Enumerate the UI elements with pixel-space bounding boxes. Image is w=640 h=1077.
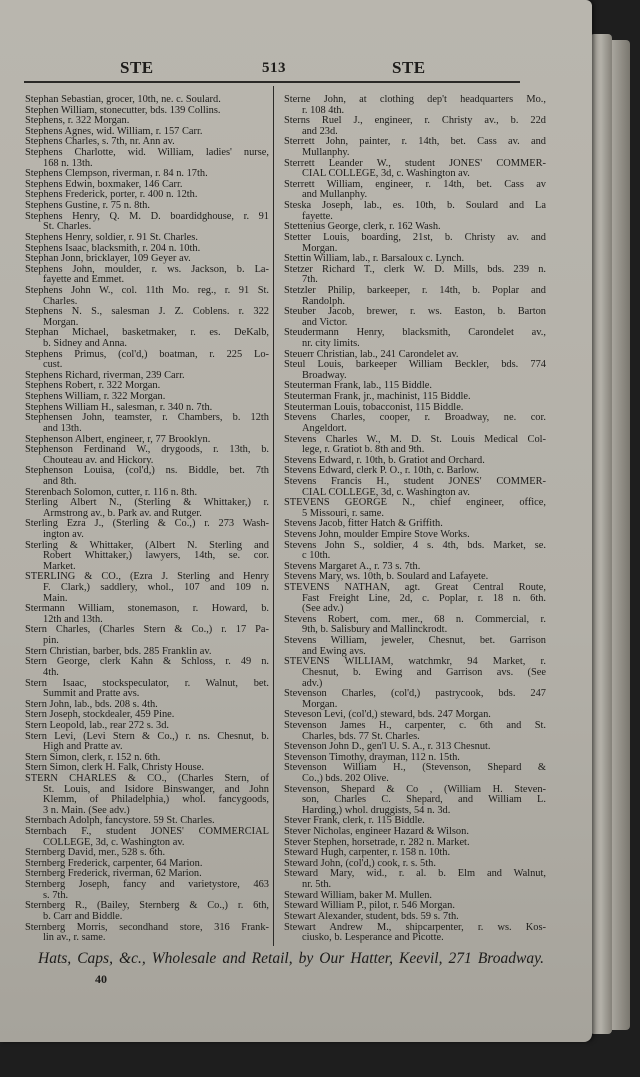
entry-continuation-line: nr. 5th.: [302, 879, 332, 891]
entry-line: Stevenson Timothy, drayman, 112 n. 15th.: [284, 751, 460, 763]
entry-line: Sterenbach Solomon, cutter, r. 116 n. 8th.: [25, 486, 198, 498]
entry-line: Sternbach Adolph, fancystore. 59 St. Charles.: [25, 815, 215, 827]
entry-continuation-line: CIAL COLLEGE, 3d, c. Washington av.: [302, 168, 470, 180]
entry-continuation-line: COLLEGE, 3d, c. Washington av.: [43, 836, 185, 848]
entry-continuation-line: b. Sidney and Anna.: [43, 338, 127, 350]
directory-entry: [284, 360, 546, 381]
entry-continuation-line: and Victor.: [302, 316, 348, 328]
entry-line: Sternberg Joseph, fancy and varietystore, 463: [25, 879, 269, 891]
entry-continuation-line: son, Charles C. Shepard, and William L.: [302, 794, 546, 806]
entry-line: Stephens Frederick, porter, r. 400 n. 12th.: [25, 189, 198, 201]
entry-continuation-line: Broadway.: [302, 369, 347, 381]
entry-line: Stephensen John, teamster, r. Chambers, b. 12th: [25, 412, 269, 424]
directory-entry: [284, 923, 546, 944]
directory-entry: [25, 413, 269, 434]
entry-line: Stephens Richard, riverman, 239 Carr.: [25, 369, 185, 381]
entry-line: Stern Isaac, stockspeculator, r. Walnut, bet.: [25, 677, 269, 689]
entry-line: Stephens Henry, soldier, r. 91 St. Charles.: [25, 231, 198, 243]
directory-entry: [25, 657, 269, 678]
entry-line: Stevens Charles, cooper, r. Broadway, ne. cor.: [284, 412, 546, 424]
entry-line: Steward Hugh, carpenter, r. 158 n. 10th.: [284, 847, 451, 859]
entry-line: Stern Simon, clerk, r. 152 n. 6th.: [25, 751, 161, 763]
entry-line: Steward William, baker M. Mullen.: [284, 889, 433, 901]
directory-entry: [284, 869, 546, 890]
entry-line: Stephan Sebastian, grocer, 10th, ne. c. Soulard.: [25, 94, 221, 105]
entry-continuation-line: ington av.: [43, 528, 84, 540]
entry-continuation-line: nr. city limits.: [302, 338, 360, 350]
entry-line: Sternbach F., student JONES' COMMERCIAL: [25, 826, 269, 838]
directory-entry: [25, 541, 269, 573]
entry-continuation-line: Armstrong av., b. Park av. and Rutger.: [43, 507, 202, 519]
directory-entry: [25, 625, 269, 646]
directory-entry: [25, 445, 269, 466]
directory-entry: [25, 572, 269, 604]
entry-line: Stephens Gustine, r. 75 n. 8th.: [25, 200, 150, 212]
directory-entry: [284, 583, 546, 615]
entry-line: Sterrett John, painter, r. 14th, bet. Cass av. and: [284, 136, 546, 148]
entry-line: Stephens Primus, (col'd,) boatman, r. 225 Lo-: [25, 348, 269, 360]
entry-line: Stevens Jacob, fitter Hatch & Griffith.: [284, 518, 443, 530]
entry-line: Stephens, r. 322 Morgan.: [25, 115, 130, 127]
entry-line: Stephens Agnes, wid. William, r. 157 Carr.: [25, 125, 203, 137]
directory-entry: [25, 923, 269, 944]
entry-continuation-line: s. 7th.: [43, 889, 69, 901]
directory-entry: [25, 328, 269, 349]
entry-continuation-line: cust.: [43, 359, 63, 371]
entry-line: Stever Stephen, horsetrade, r. 282 n. Market.: [284, 836, 470, 848]
entry-line: Steveson Levi, (col'd,) steward, bds. 247 Morgan.: [284, 709, 491, 721]
entry-continuation-line: c 10th.: [302, 550, 331, 562]
entry-continuation-line: Market.: [43, 560, 76, 572]
entry-continuation-line: and Ewing avs.: [302, 645, 366, 657]
entry-line: Sternberg Morris, secondhand store, 316 Frank-: [25, 921, 269, 933]
entry-continuation-line: 9th, b. Salisbury and Mallinckrodt.: [302, 624, 448, 636]
entry-line: Stephens Charlotte, wid. William, ladies' nurse,: [25, 147, 269, 159]
directory-entry: [25, 148, 269, 169]
entry-continuation-line: and Mullanphy.: [302, 189, 368, 201]
entry-line: Stephens John W., col. 11th Mo. reg., r. 91 St.: [25, 284, 269, 296]
entry-continuation-line: Klemm, of Philadelphia,) whol. fancygoods,: [43, 794, 269, 806]
directory-entry: [284, 137, 546, 158]
directory-entry: [25, 498, 269, 519]
entry-line: Stephens Robert, r. 322 Morgan.: [25, 380, 161, 392]
entry-line: Stephenson Albert, engineer, r, 77 Brooklyn.: [25, 433, 211, 445]
entry-line: STERN CHARLES & CO., (Charles Stern, of: [25, 773, 269, 784]
entry-continuation-line: fayette and Emmet.: [43, 274, 125, 286]
entry-continuation-line: Chouteau av. and Hickory.: [43, 454, 154, 466]
entry-line: Stever Nicholas, engineer Hazard & Wilson.: [284, 826, 469, 838]
entry-line: Stephens John, moulder, r. ws. Jackson, b. La-: [25, 263, 269, 275]
header-rule: [24, 81, 520, 83]
directory-entry: [284, 912, 546, 923]
entry-line: Stephens Isaac, blacksmith, r. 204 n. 10th.: [25, 242, 201, 254]
entry-continuation-line: Angeldort.: [302, 422, 347, 434]
entry-line: Steul Louis, barkeeper William Beckler, bds. 774: [284, 359, 546, 371]
entry-line: Stettenius George, clerk, r. 162 Wash.: [284, 221, 441, 233]
directory-entry: [284, 477, 546, 498]
entry-line: Stern Leopold, lab., rear 272 s. 3d.: [25, 719, 169, 731]
entry-line: Stevenson James H., carpenter, c. 6th and St.: [284, 719, 546, 731]
directory-entry: [284, 328, 546, 349]
left-column: [25, 95, 269, 944]
entry-line: Steudermann Henry, blacksmith, Carondelet av.,: [284, 327, 546, 339]
directory-entry: [284, 307, 546, 328]
entry-line: Stevens William, jeweler, Chesnut, bet. Garrison: [284, 635, 546, 647]
entry-line: Stevenson John D., gen'l U. S. A., r. 313 Chesnut.: [284, 741, 491, 753]
entry-line: Sterling Albert N., (Sterling & Whittaker,) r.: [25, 497, 269, 509]
entry-line: Stern Christian, barber, bds. 285 Franklin av.: [25, 645, 212, 657]
entry-line: Stermann William, stonemason, r. Howard, b.: [25, 603, 269, 615]
entry-continuation-line: Harding,) whol. druggists, 54 n. 3d.: [302, 804, 451, 816]
entry-continuation-line: 5 Missouri, r. same.: [302, 507, 384, 519]
entry-line: STEVENS WILLIAM, watchmkr, 94 Market, r.: [284, 656, 546, 668]
entry-line: Steuterman Louis, tobacconist, 115 Biddle.: [284, 401, 464, 413]
directory-entry: [25, 519, 269, 540]
entry-continuation-line: St. Louis, and Isidore Binswanger, and John: [43, 783, 269, 795]
entry-line: Stephan Michael, basketmaker, r. es. DeKalb,: [25, 327, 269, 339]
directory-entry: [25, 265, 269, 286]
directory-entry: [25, 827, 269, 848]
directory-entry: [284, 286, 546, 307]
entry-line: Steuber Jacob, brewer, r. ws. Easton, b. Barton: [284, 306, 546, 318]
entry-continuation-line: 12th and 13th.: [43, 613, 103, 625]
entry-line: Stewart Alexander, student, bds. 59 s. 7th.: [284, 910, 459, 922]
entry-line: Stever Frank, clerk, r. 115 Biddle.: [284, 815, 425, 827]
entry-line: Stevens Francis H., student JONES' COMMER-: [284, 475, 546, 487]
entry-line: Stetzler Philip, barkeeper, r. 14th, b. Poplar and: [284, 284, 546, 296]
entry-continuation-line: ciusko, b. Lesperance and Picotte.: [302, 932, 444, 944]
directory-entry: [25, 604, 269, 625]
entry-line: Stevens Robert, com. mer., 68 n. Commercial, r.: [284, 613, 546, 625]
directory-entry: [284, 201, 546, 222]
entry-line: Stern George, clerk Kahn & Schloss, r. 49 n.: [25, 656, 269, 668]
entry-continuation-line: St. Charles.: [43, 221, 92, 233]
directory-entry: [284, 615, 546, 636]
entry-line: Stern Levi, (Levi Stern & Co.,) r. ns. Chesnut, b.: [25, 730, 269, 742]
directory-entry: [284, 636, 546, 657]
entry-continuation-line: Morgan.: [302, 242, 338, 254]
directory-entry: [284, 180, 546, 201]
entry-line: Stephan Jonn, bricklayer, 109 Geyer av.: [25, 253, 191, 265]
entry-line: STEVENS GEORGE N., chief engineer, office,: [284, 497, 546, 509]
directory-entry: [25, 350, 269, 371]
directory-entry: [284, 435, 546, 456]
entry-line: Stevens Charles W., M. D. St. Louis Medical Col-: [284, 433, 546, 445]
entry-line: Sterling & Whittaker, (Albert N. Sterling and: [25, 539, 269, 551]
entry-line: Stevens John S., soldier, 4 s. 4th, bds. Market, se.: [284, 539, 546, 551]
entry-continuation-line: Co.,) bds. 202 Olive.: [302, 773, 389, 784]
entry-line: Stevens Mary, ws. 10th, b. Soulard and Lafayete.: [284, 571, 489, 583]
entry-line: Stephens Edwin, boxmaker, 146 Carr.: [25, 178, 183, 190]
entry-line: Steuterman Frank, jr., machinist, 115 Biddle.: [284, 391, 471, 403]
entry-continuation-line: F. Clark,) saddlery, whol., 107 and 109 n.: [43, 582, 269, 594]
entry-line: Stephens Charles, s. 7th, nr. Ann av.: [25, 136, 175, 148]
entry-line: Stephenson Ferdinand W., drygoods, r. 13th, b.: [25, 444, 269, 456]
entry-line: Stephenson Louisa, (col'd,) ns. Biddle, bet. 7th: [25, 465, 269, 477]
directory-entry: [284, 265, 546, 286]
entry-continuation-line: 7th.: [302, 274, 318, 286]
directory-entry: [25, 679, 269, 700]
entry-line: Stephen William, stonecutter, bds. 139 Collins.: [25, 104, 221, 116]
entry-line: Stephens N. S., salesman J. Z. Coblens. r. 322: [25, 306, 269, 318]
entry-line: Steward Mary, wid., r. al. b. Elm and Walnut,: [284, 868, 546, 880]
stacked-page-edges-inner: [590, 34, 612, 1034]
directory-entry: [25, 233, 269, 244]
entry-line: Stevenson William H., (Stevenson, Shepard &: [284, 762, 546, 774]
entry-continuation-line: Randolph.: [302, 295, 346, 307]
entry-line: STERLING & CO., (Ezra J. Sterling and Henry: [25, 571, 269, 583]
directory-entry: [284, 657, 546, 689]
entry-line: Stevens Margaret A., r. 73 s. 7th.: [284, 560, 421, 572]
entry-line: Stern Simon, clerk H. Falk, Christy House.: [25, 762, 204, 774]
running-head-right: STE: [392, 58, 426, 77]
entry-continuation-line: lege, r. Gratiot b. 8th and 9th.: [302, 444, 425, 456]
entry-line: Sterrett Leander W., student JONES' COMMER-: [284, 157, 546, 169]
directory-entry: [25, 774, 269, 816]
entry-continuation-line: lin av., r. same.: [43, 932, 106, 944]
entry-line: STEVENS NATHAN, agt. Great Central Route,: [284, 582, 546, 594]
entry-line: Stevenson Charles, (col'd,) pastrycook, bds. 247: [284, 688, 546, 700]
entry-continuation-line: 168 n. 13th.: [43, 157, 93, 169]
entry-continuation-line: pin.: [43, 635, 59, 647]
entry-continuation-line: Mullanphy.: [302, 147, 350, 159]
directory-entry: [284, 785, 546, 817]
directory-entry: [284, 95, 546, 116]
entry-continuation-line: Charles.: [43, 295, 78, 307]
entry-continuation-line: Chesnut, b. Ewing and Garrison avs. (See: [302, 666, 546, 678]
entry-line: Stetter Louis, boarding, 21st, b. Christy av. and: [284, 231, 546, 243]
footer-advertisement: Hats, Caps, &c., Wholesale and Retail, by Our Hatter, Keevil, 271 Broadway.: [38, 950, 544, 967]
entry-line: Sterns Ruel J., engineer, r. Christy av., b. 22d: [284, 115, 546, 127]
directory-entry: [284, 530, 546, 541]
entry-continuation-line: r. 108 4th.: [302, 104, 345, 116]
entry-continuation-line: and 23d.: [302, 125, 338, 137]
directory-entry: [284, 721, 546, 742]
entry-line: Stern Joseph, stockdealer, 459 Pine.: [25, 709, 175, 721]
entry-continuation-line: Morgan.: [302, 698, 338, 710]
directory-entry: [284, 159, 546, 180]
entry-continuation-line: Fast Freight Line, 2d, c. Poplar, r. 18 n. 6th.: [302, 592, 546, 604]
entry-continuation-line: Morgan.: [43, 316, 79, 328]
entry-line: Stephens Henry, Q. M. D. boardidghouse, r. 91: [25, 210, 269, 222]
entry-continuation-line: fayette.: [302, 210, 333, 222]
entry-line: Stephens William H., salesman, r. 340 n. 7th.: [25, 401, 213, 413]
entry-continuation-line: and 13th.: [43, 422, 82, 434]
signature-mark: 40: [95, 972, 107, 986]
entry-line: Stewart Andrew M., shipcarpenter, r. ws. Kos-: [284, 921, 546, 933]
entry-line: Sternberg Frederick, riverman, 62 Marion.: [25, 868, 202, 880]
directory-entry: [284, 541, 546, 562]
directory-entry: [284, 763, 546, 784]
entry-line: Steuterman Frank, lab., 115 Biddle.: [284, 380, 432, 392]
entry-continuation-line: Summit and Pratte avs.: [43, 688, 140, 700]
entry-line: Sternberg David, mer., 528 s. 6th.: [25, 847, 166, 859]
entry-line: Stettin William, lab., r. Barsaloux c. Lynch.: [284, 253, 465, 265]
directory-entry: [284, 233, 546, 254]
entry-line: Stevens Edward, r. 10th, b. Gratiot and Orchard.: [284, 454, 485, 466]
directory-entry: [25, 721, 269, 732]
directory-entry: [284, 498, 546, 519]
entry-line: Stephens William, r. 322 Morgan.: [25, 391, 166, 403]
entry-line: Steward William P., pilot, r. 546 Morgan.: [284, 900, 455, 912]
entry-line: Sterne John, at clothing dep't headquarters Mo.,: [284, 94, 546, 105]
entry-continuation-line: High and Pratte av.: [43, 741, 123, 753]
entry-line: Stevens Edward, clerk P. O., r. 10th, c. Barlow.: [284, 465, 479, 477]
entry-line: Stevens John, moulder Empire Stove Works.: [284, 528, 470, 540]
entry-continuation-line: adv.): [302, 677, 323, 689]
entry-continuation-line: Robert Whittaker,) lawyers, 14th, se. cor.: [43, 550, 269, 562]
entry-continuation-line: CIAL COLLEGE, 3d, c. Washington av.: [302, 486, 470, 498]
right-column: [284, 95, 546, 944]
directory-entry: [284, 116, 546, 137]
directory-entry: [25, 880, 269, 901]
entry-line: Steuerr Christian, lab., 241 Carondelet av.: [284, 348, 459, 360]
entry-continuation-line: Main.: [43, 592, 68, 604]
directory-entry: [284, 413, 546, 434]
entry-continuation-line: 4th.: [43, 666, 59, 678]
entry-continuation-line: 3 n. Main. (See adv.): [43, 804, 130, 816]
directory-entry: [25, 212, 269, 233]
directory-entry: [25, 901, 269, 922]
page-number: 513: [262, 60, 286, 76]
running-head-left: STE: [120, 58, 154, 77]
entry-line: Sternberg R., (Bailey, Sternberg & Co.,) r. 6th,: [25, 900, 269, 912]
entry-line: Stevenson, Shepard & Co , (William H. Steven-: [284, 783, 546, 795]
directory-entry: [25, 466, 269, 487]
entry-line: Stetzer Richard T., clerk W. D. Mills, bds. 239 n.: [284, 263, 546, 275]
entry-line: Stern Charles, (Charles Stern & Co.,) r. 17 Pa-: [25, 624, 269, 636]
entry-continuation-line: Charles, bds. 77 St. Charles.: [302, 730, 420, 742]
directory-entry: [25, 307, 269, 328]
directory-entry: [25, 286, 269, 307]
directory-entry: [284, 689, 546, 710]
column-divider: [273, 86, 274, 946]
entry-continuation-line: and 8th.: [43, 475, 77, 487]
directory-entry: [25, 732, 269, 753]
entry-line: Steward John, (col'd,) cook, r. s. 5th.: [284, 857, 436, 869]
entry-line: Stern John, lab., bds. 208 s. 4th.: [25, 698, 158, 710]
entry-line: Sternberg Frederick, carpenter, 64 Marion.: [25, 857, 203, 869]
entry-line: Steska Joseph, lab., es. 10th, b. Soulard and La: [284, 200, 546, 212]
entry-continuation-line: (See adv.): [302, 603, 344, 615]
entry-line: Stephens Clempson, riverman, r. 84 n. 17th.: [25, 168, 208, 180]
entry-continuation-line: b. Carr and Biddle.: [43, 910, 123, 922]
entry-line: Sterrett William, engineer, r. 14th, bet. Cass av: [284, 178, 546, 190]
entry-line: Sterling Ezra J., (Sterling & Co.,) r. 273 Wash-: [25, 518, 269, 530]
